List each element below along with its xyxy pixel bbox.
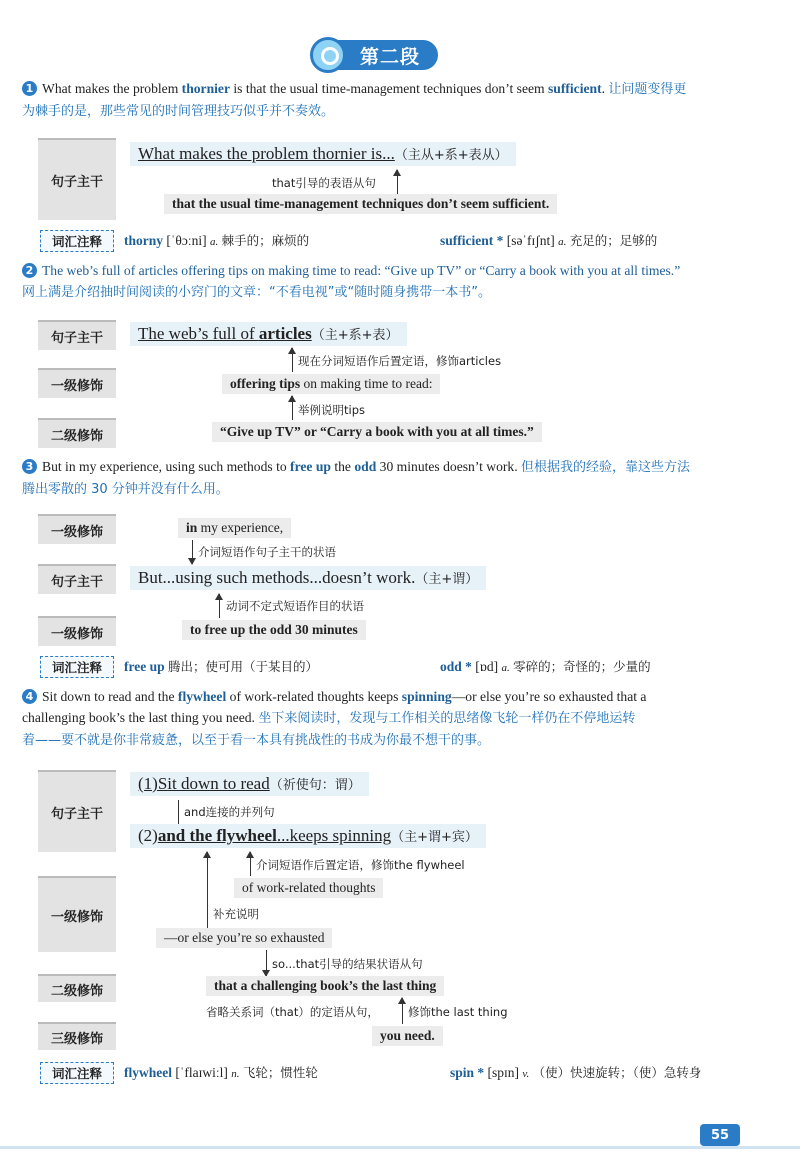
note: 补充说明 [213, 907, 259, 921]
vocab-entry: sufficient * [səˈfɪʃnt] a. 充足的；足够的 [440, 233, 658, 248]
main-clause: (1)Sit down to read（祈使句：谓） [130, 772, 369, 796]
label-level3: 三级修饰 [38, 1022, 116, 1050]
number-badge: 3 [22, 459, 37, 474]
arrow-up [397, 170, 398, 194]
page-footer-bar [0, 1146, 800, 1149]
arrow-up [207, 852, 208, 928]
number-badge: 2 [22, 263, 37, 278]
arrow-up [250, 852, 251, 876]
main-clause: What makes the problem thornier is...（主从+系+表从） [130, 142, 516, 166]
arrow-down [266, 950, 267, 976]
label-level2: 二级修饰 [38, 974, 116, 1002]
label-main: 句子主干 [38, 320, 116, 350]
vocab-label: 词汇注释 [40, 230, 114, 252]
paragraph-1: 1 What makes the problem thornier is that the usual time-management techniques don’t seem sufficient. 让问题变得更 为棘手的是，那些常见的时间管理技巧似乎并不奏效。 [22, 81, 687, 119]
modifier: you need. [372, 1026, 443, 1046]
label-main: 句子主干 [38, 564, 116, 594]
connector-line [178, 800, 179, 824]
modifier: offering tips on making time to read: [222, 374, 440, 394]
arrow-down [192, 540, 193, 564]
modifier: that a challenging book’s the last thing [206, 976, 444, 996]
main-clause: (2)and the flywheel...keeps spinning（主+谓+宾） [130, 824, 486, 848]
vocab-entry: free up 腾出；使可用（于某目的） [124, 659, 319, 674]
vocab-entry: flywheel [ˈflaɪwiːl] n. 飞轮；惯性轮 [124, 1065, 318, 1080]
modifier: to free up the odd 30 minutes [182, 620, 366, 640]
magnifier-icon [310, 37, 346, 73]
paragraph-4: 4 Sit down to read and the flywheel of work-related thoughts keeps spinning—or else you’re so exhausted that a challenging book’s the last thing you need. 坐下来阅读时，发现与工作相关的思绪像飞轮一样仍在不停地运转 着——要不就是你非常疲惫，以至于看一本具有挑战性的书成为你最不想干的事。 [22, 689, 647, 748]
note: 动词不定式短语作目的状语 [226, 599, 364, 613]
arrow-up [292, 396, 293, 420]
main-clause: But...using such methods...doesn’t work.（主+谓） [130, 566, 486, 590]
label-level2: 二级修饰 [38, 418, 116, 448]
note: 介词短语作后置定语，修饰the flywheel [256, 858, 465, 872]
number-badge: 4 [22, 689, 37, 704]
note: so...that引导的结果状语从句 [272, 957, 423, 971]
arrow-up [292, 348, 293, 372]
note: and连接的并列句 [184, 805, 275, 819]
main-clause: The web’s full of articles（主+系+表） [130, 322, 407, 346]
paragraph-2: 2 The web’s full of articles offering tips on making time to read: “Give up TV” or “Carry a book with you at all times.” 网上满是介绍抽时间阅读的小窍门的文章：“不看电视”或“随时随身携带一本书”。 [22, 263, 681, 300]
vocab-entry: odd * [ɒd] a. 零碎的；奇怪的；少量的 [440, 659, 651, 674]
note: that引导的表语从句 [272, 176, 376, 190]
page-number: 55 [700, 1124, 740, 1146]
label-level1: 一级修饰 [38, 514, 116, 544]
note: 介词短语作句子主干的状语 [198, 545, 336, 559]
modifier: “Give up TV” or “Carry a book with you at all times.” [212, 422, 542, 442]
label-main: 句子主干 [38, 770, 116, 852]
note: 省略关系词（that）的定语从句， [206, 1005, 379, 1019]
note: 修饰the last thing [408, 1005, 508, 1019]
modifier: of work-related thoughts [234, 878, 383, 898]
modifier: that the usual time-management techniques don’t seem sufficient. [164, 194, 557, 214]
modifier: —or else you’re so exhausted [156, 928, 332, 948]
vocab-label: 词汇注释 [40, 1062, 114, 1084]
vocab-entry: thorny [ˈθɔːni] a. 棘手的；麻烦的 [124, 233, 310, 248]
note: 现在分词短语作后置定语，修饰articles [298, 354, 502, 368]
vocab-entry: spin * [spɪn] v. （使）快速旋转；（使）急转身 [450, 1065, 702, 1080]
section-title: 第二段 [320, 40, 438, 70]
label-level1: 一级修饰 [38, 616, 116, 646]
note: 举例说明tips [298, 403, 365, 417]
label-level1: 一级修饰 [38, 368, 116, 398]
label-level1: 一级修饰 [38, 876, 116, 952]
vocab-label: 词汇注释 [40, 656, 114, 678]
modifier: in my experience, [178, 518, 291, 538]
label-main: 句子主干 [38, 138, 116, 220]
paragraph-3: 3 But in my experience, using such methods to free up the odd 30 minutes doesn’t work. 但根据我的经验，靠这些方法 腾出零散的 30 分钟并没有什么用。 [22, 459, 691, 497]
arrow-up [219, 594, 220, 618]
arrow-up [402, 998, 403, 1024]
number-badge: 1 [22, 81, 37, 96]
